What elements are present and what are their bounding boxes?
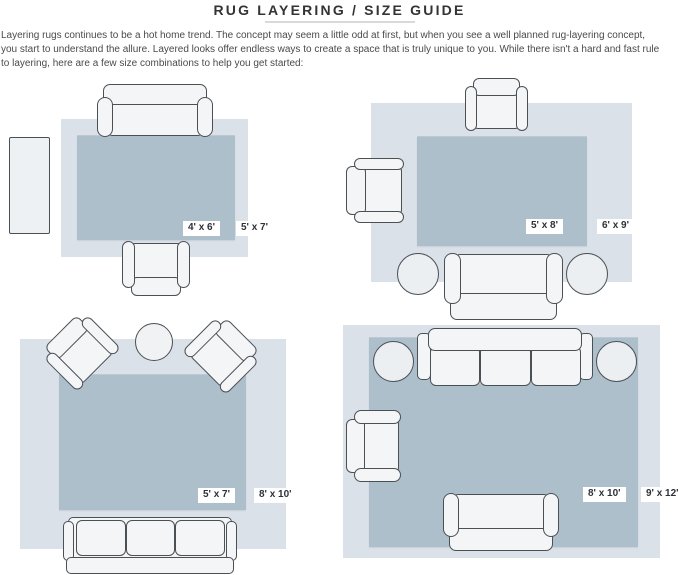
armchair — [465, 78, 528, 132]
chair-back — [473, 78, 520, 96]
sofa-back — [450, 293, 557, 320]
armrest — [543, 493, 559, 537]
sofa — [97, 84, 213, 137]
inner-rug-size-label: 5' x 8' — [526, 219, 563, 234]
page-title: RUG LAYERING / SIZE GUIDE — [213, 2, 466, 18]
three-seat-sofa — [417, 328, 593, 388]
three-seat-sofa — [63, 517, 237, 574]
armrest — [354, 410, 401, 424]
chair-back — [131, 277, 181, 296]
inner-rug-size-label: 5' x 7' — [198, 488, 235, 503]
back-rail — [66, 557, 233, 574]
intro-line: to layering, here are a few size combinations to help you get started: — [1, 58, 304, 69]
ottoman — [373, 341, 414, 382]
inner-rug-size-label: 4' x 6' — [183, 221, 220, 236]
loveseat — [443, 493, 559, 551]
outer-rug-size-label: 5' x 7' — [236, 221, 273, 236]
outer-rug-size-label: 8' x 10' — [254, 488, 297, 503]
chair-back — [346, 166, 366, 214]
armrest — [122, 241, 135, 288]
armrest — [354, 211, 404, 223]
armrest — [443, 493, 459, 537]
armrest — [354, 468, 401, 482]
ottoman — [596, 341, 637, 382]
armchair — [122, 240, 190, 296]
armrest — [197, 97, 213, 137]
intro-line: you start to understand the allure. Layered looks offer endless ways to create a space that is truly unique to you. While there isn't a hard and fast rule — [1, 44, 660, 55]
side-table — [9, 137, 50, 234]
armrest — [63, 521, 74, 561]
armchair — [346, 410, 402, 482]
round-table — [135, 323, 173, 361]
armrest — [516, 86, 528, 131]
armrest — [546, 253, 563, 304]
armchair — [346, 158, 405, 223]
title-divider — [265, 21, 415, 23]
seat-cushion — [126, 520, 176, 556]
ottoman — [566, 253, 608, 295]
armrest — [444, 253, 461, 304]
back-rail — [428, 328, 583, 351]
intro-line: Layering rugs continues to be a hot home trend. The concept may seem a little odd at first, but when you see a well planned rug-layering concept, — [1, 30, 646, 41]
seat-cushion — [430, 346, 480, 386]
seat-cushion — [531, 346, 581, 386]
seat-cushion — [76, 520, 126, 556]
armrest — [354, 158, 404, 170]
seat-cushion — [480, 346, 530, 386]
inner-rug-size-label: 8' x 10' — [583, 487, 626, 502]
seat-cushion — [175, 520, 225, 556]
armrest — [97, 97, 113, 137]
outer-rug-size-label: 9' x 12' — [641, 487, 679, 502]
intro-paragraph — [1, 29, 659, 71]
outer-rug-size-label: 6' x 9' — [597, 219, 634, 234]
armrest — [465, 86, 477, 131]
armrest — [177, 241, 190, 288]
sofa-back — [449, 528, 553, 551]
armrest — [226, 521, 237, 561]
sofa-back — [103, 84, 207, 105]
sofa — [444, 253, 563, 320]
chair-back — [346, 419, 365, 472]
ottoman — [397, 253, 439, 295]
